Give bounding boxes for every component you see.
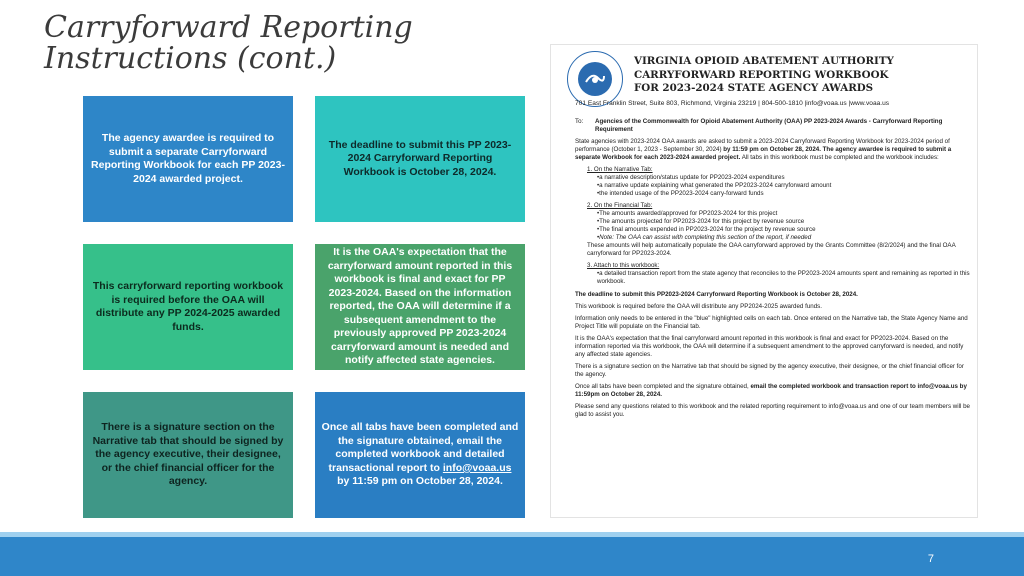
document-header: [634, 55, 894, 96]
title-line-1: Carryforward Reporting: [44, 10, 413, 45]
info-box-text: There is a signature section on the Narrative tab that should be signed by the agency executive, their designee, or the chief financial officer for the agency.: [92, 421, 284, 488]
info-box-email-submission: [315, 392, 525, 518]
intro-paragraph: [575, 138, 970, 162]
info-box-deadline: [315, 96, 525, 222]
document-body: [575, 118, 970, 423]
info-box-text: The deadline to submit this PP 2023-2024 Carryforward Reporting Workbook is October 28, 2024.: [328, 138, 512, 178]
intro-bold: by 11:59 pm on October 28, 2024. The agency awardee is required to submit a separate Workbook for each 2023-2024 awarded project.: [575, 146, 952, 161]
document-header-line: CARRYFORWARD REPORTING WORKBOOK: [634, 68, 889, 81]
list-item: •a narrative description/status update for PP2023-2024 expenditures: [597, 174, 785, 181]
info-box-text: This carryforward reporting workbook is required before the OAA will distribute any PP 2024-2025 awarded funds.: [92, 280, 284, 333]
list-item: •The amounts projected for PP2023-2024 for this project by revenue source: [597, 218, 805, 225]
info-box-text: [321, 421, 519, 489]
expectation-paragraph: It is the OAA's expectation that the final carryforward amount reported in this workbook is final and exact for PP2023-2024. Based on the information reported via this workbook, the OAA will determine if a subsequent amendment to the approved carryforward is needed, and notify any affected state agencies.: [575, 335, 964, 358]
to-line: [575, 118, 970, 134]
email-paragraph: [575, 383, 970, 399]
document-address: 701 East Franklin Street, Suite 803, Richmond, Virginia 23219 | 804-500-1810 |info@voaa.us |www.voaa.us: [575, 100, 890, 107]
blue-cells-paragraph: Information only needs to be entered in the "blue" highlighted cells on each tab. Once entered on the Narrative tab, the State Agency Name and Project Title will populate on the Financial tab.: [575, 315, 968, 330]
list-item: •a narrative update explaining what generated the PP2023-2024 carryforward amount: [597, 182, 832, 189]
intro-post: All tabs in this workbook must be completed and the workbook includes:: [740, 154, 939, 161]
oaa-seal-logo: [567, 51, 623, 107]
email-link[interactable]: info@voaa.us: [442, 461, 512, 474]
seal-emblem-icon: [578, 62, 612, 96]
signature-paragraph: There is a signature section on the Narrative tab that should be signed by the agency executive, their designee, or the chief financial officer for the agency.: [575, 363, 964, 378]
info-box-separate-workbook: [83, 96, 293, 222]
email-text-post: by 11:59 pm on October 28, 2024.: [337, 475, 503, 488]
list-item: •The final amounts expended in PP2023-2024 for the project by revenue source: [597, 226, 816, 233]
workbook-document-image: [550, 44, 978, 518]
info-box-required-before-distribution: [83, 244, 293, 370]
section-financial-heading: 2. On the Financial Tab:: [587, 202, 653, 209]
info-box-text: The agency awardee is required to submit a separate Carryforward Reporting Workbook for each PP 2023-2024 awarded project.: [91, 132, 285, 185]
to-label: To:: [575, 118, 584, 125]
page-title: [44, 12, 444, 74]
email-text-pre: Once all tabs have been completed and the signature obtained, email the completed workbook and detailed transactional report to: [321, 421, 519, 474]
title-line-2: Instructions (cont.): [44, 41, 337, 76]
list-item: •a detailed transaction report from the state agency that reconciles to the PP2023-2024 amounts spent and remaining as reported in this workbook.: [597, 270, 970, 285]
list-item: •Note: The OAA can assist with completing this section of the report, if needed: [597, 234, 812, 241]
section-attach-heading: 3. Attach to this workbook:: [587, 262, 660, 269]
list-item: •The amounts awarded/approved for PP2023-2024 for this project: [597, 210, 778, 217]
intro-pre: State agencies with 2023-2024 OAA awards are asked to submit a 2023-2024 Carryforward Reporting Workbook for 2023-2024 period of performance (October 1, 2023 - September 30, 2024): [575, 138, 950, 153]
page-number: 7: [927, 553, 934, 565]
info-box-signature-section: [83, 392, 293, 518]
info-box-text: It is the OAA's expectation that the carryforward amount reported in this workbook is final and exact for PP 2023-2024. Based on the information reported, the OAA will determine if a subsequent amendment to the previously approved PP 2023-2024 carryforward amount is needed and notify affected state agencies.: [327, 246, 513, 367]
section-narrative-heading: 1. On the Narrative Tab:: [587, 166, 653, 173]
info-box-oaa-expectation: [315, 244, 525, 370]
footer-bar: [0, 532, 1024, 576]
to-text: Agencies of the Commonwealth for Opioid Abatement Authority (OAA) PP 2023-2024 Awards - Carryforward Reporting Requirement: [595, 118, 943, 133]
list-item: •the intended usage of the PP2023-2024 carry-forward funds: [597, 190, 764, 197]
financial-note: These amounts will help automatically populate the OAA carryforward approved by the Grants Committee (8/2/2024) and the final OAA carryforward for PP2023-2024.: [587, 242, 956, 257]
required-paragraph: This workbook is required before the OAA will distribute any PP2024-2025 awarded funds.: [575, 303, 822, 310]
deadline-paragraph: The deadline to submit this PP2023-2024 Carryforward Reporting Workbook is October 28, 2024.: [575, 291, 858, 298]
questions-paragraph: Please send any questions related to this workbook and the related reporting requirement to info@voaa.us and one of our team members will be glad to assist you.: [575, 403, 970, 418]
document-header-line: VIRGINIA OPIOID ABATEMENT AUTHORITY: [634, 55, 894, 67]
document-header-line: FOR 2023-2024 STATE AGENCY AWARDS: [634, 82, 874, 94]
email-pre: Once all tabs have been completed and the signature obtained,: [575, 383, 751, 390]
email-bold: email the completed workbook and transaction report to info@voaa.us by 11:59pm on October 28, 2024.: [575, 383, 967, 398]
